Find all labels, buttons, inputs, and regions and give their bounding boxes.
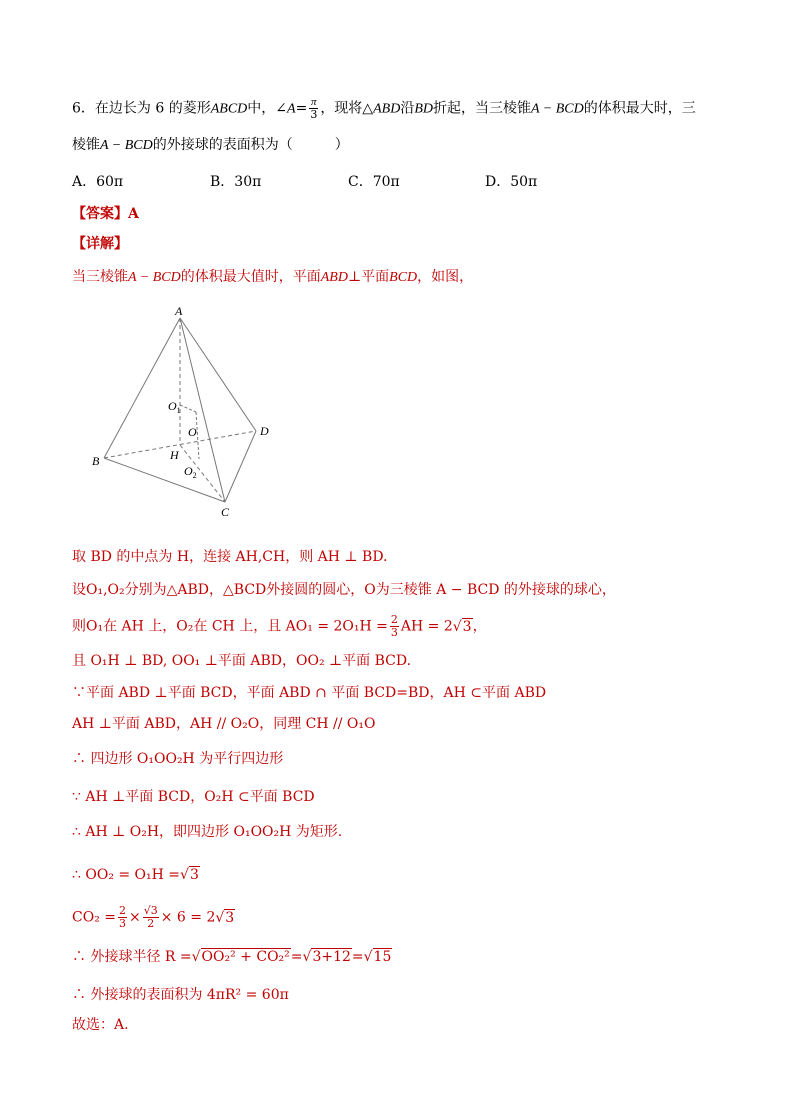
radicand: 3	[225, 909, 235, 926]
question-text: 6．在边长为 6 的菱形	[72, 100, 211, 117]
solution-text: ⊥平面	[347, 269, 390, 285]
question-text: 折起，当三棱锥	[432, 100, 531, 117]
option-a[interactable]: A．60π	[72, 174, 124, 190]
solution-line-14: ∴ 外接球的表面积为 4πR² = 60π	[72, 987, 289, 1003]
question-line-2	[72, 136, 349, 155]
solution-text: ，如图，	[417, 269, 474, 285]
sqrt: √OO₂² + CO₂²	[191, 949, 290, 965]
sqrt: √3+12	[302, 949, 351, 965]
solution-text: ×	[128, 909, 141, 926]
fraction-denominator: 3	[118, 917, 126, 930]
edge-ad	[180, 318, 256, 431]
solution-text: ，	[472, 618, 487, 635]
solution-text: 当三棱锥	[72, 269, 128, 285]
question-line-1	[72, 96, 696, 121]
math-var: A	[287, 101, 296, 117]
math-var: BD	[414, 101, 433, 117]
question-text: 的外接球的表面积为（ ）	[152, 137, 349, 153]
fraction-denominator: 2	[147, 917, 155, 930]
fraction-numerator: 2	[390, 613, 398, 626]
sqrt: √3	[215, 909, 235, 926]
solution-line-6: ∵平面 ABD ⊥平面 BCD，平面 ABD ∩ 平面 BCD=BD，AH ⊂平面 ABD	[72, 685, 547, 701]
radicand: 3	[462, 618, 472, 635]
fraction-numerator: 2	[118, 904, 126, 917]
solution-line-1	[72, 268, 473, 287]
option-b[interactable]: B．30π	[210, 174, 262, 190]
radicand: 15	[373, 949, 392, 965]
option-d[interactable]: D．50π	[485, 174, 538, 190]
solution-text: ∴ 外接球半径 R =	[72, 949, 192, 965]
label-b: B	[92, 454, 100, 468]
math-var: ABCD	[210, 101, 248, 117]
option-c[interactable]: C．70π	[348, 174, 400, 190]
label-d: D	[260, 424, 269, 438]
solution-text: 的体积最大值时，平面	[180, 269, 321, 285]
answer-label: 【答案】A	[72, 206, 139, 222]
solution-line-10: ∴ AH ⊥ O₂H，即四边形 O₁OO₂H 为矩形.	[72, 824, 343, 840]
math-var: A − BCD	[100, 138, 153, 153]
label-o1-main: O	[168, 399, 177, 413]
label-o1	[168, 399, 181, 415]
radicand: 3	[189, 867, 199, 883]
question-text: 中，∠	[247, 100, 288, 117]
radicand: 3+12	[312, 949, 351, 965]
solution-text: × 6 = 2	[160, 909, 216, 926]
sqrt: √15	[363, 949, 392, 965]
fraction-denominator: 3	[310, 108, 318, 121]
solution-text: 则O₁在 AH 上，O₂在 CH 上，且 AO₁ = 2O₁H =	[72, 618, 388, 635]
edge-dc	[225, 431, 256, 502]
question-text: 棱锥	[72, 137, 100, 153]
solution-text: ∴ OO₂ = O₁H =	[72, 867, 181, 883]
angle-fraction	[309, 96, 318, 121]
fraction	[118, 905, 127, 930]
solution-line-4	[72, 614, 487, 639]
label-a: A	[175, 304, 183, 318]
solution-line-5: 且 O₁H ⊥ BD, OO₁ ⊥平面 ABD，OO₂ ⊥平面 BCD.	[72, 653, 412, 669]
radicand: OO₂² + CO₂²	[201, 949, 290, 965]
edge-bc	[104, 458, 225, 502]
question-text: 沿	[400, 100, 415, 117]
question-text: 的体积最大时，三	[583, 100, 696, 117]
solution-line-11	[72, 866, 200, 884]
fraction-numerator: π	[311, 96, 317, 108]
solution-text: AH = 2	[400, 618, 453, 635]
math-var: A − BCD	[128, 270, 181, 285]
solution-line-13	[72, 948, 392, 966]
solution-text: =	[290, 949, 303, 965]
segment-o1o	[180, 405, 196, 412]
math-var: BCD	[389, 270, 418, 285]
question-text: ，现将△	[320, 100, 374, 117]
math-var: A − BCD	[530, 101, 584, 117]
label-h: H	[170, 448, 179, 462]
math-op: =	[295, 100, 308, 117]
edge-ab	[104, 318, 180, 458]
solution-line-15: 故选：A.	[72, 1017, 129, 1033]
solution-line-12	[72, 905, 235, 930]
sqrt: √3	[180, 867, 199, 883]
tetrahedron-figure	[80, 300, 290, 525]
solution-line-2: 取 BD 的中点为 H，连接 AH,CH，则 AH ⊥ BD.	[72, 549, 388, 565]
math-var: ABD	[320, 270, 348, 285]
label-o1-sub: 1	[176, 406, 181, 415]
math-var: ABD	[373, 101, 401, 117]
sqrt: √3	[452, 618, 472, 635]
solution-line-8: ∴ 四边形 O₁OO₂H 为平行四边形	[72, 751, 284, 767]
label-c: C	[221, 505, 230, 519]
solution-line-3: 设O₁,O₂分别为△ABD，△BCD外接圆的圆心，O为三棱锥 A − BCD 的外接球的球心，	[72, 582, 616, 598]
fraction	[143, 905, 159, 930]
label-o2-main: O	[184, 464, 193, 478]
solution-text: CO₂ =	[72, 909, 116, 926]
label-o: O	[188, 425, 197, 439]
label-o2	[184, 464, 197, 480]
solution-text: =	[351, 949, 364, 965]
detail-label: 【详解】	[72, 236, 128, 252]
fraction-numerator: √3	[143, 904, 158, 917]
label-o2-sub: 2	[192, 471, 197, 480]
fraction	[390, 614, 399, 639]
fraction-denominator: 3	[390, 626, 398, 639]
solution-line-9: ∵ AH ⊥平面 BCD，O₂H ⊂平面 BCD	[72, 789, 315, 805]
solution-line-7: AH ⊥平面 ABD，AH // O₂O，同理 CH // O₁O	[72, 716, 376, 732]
